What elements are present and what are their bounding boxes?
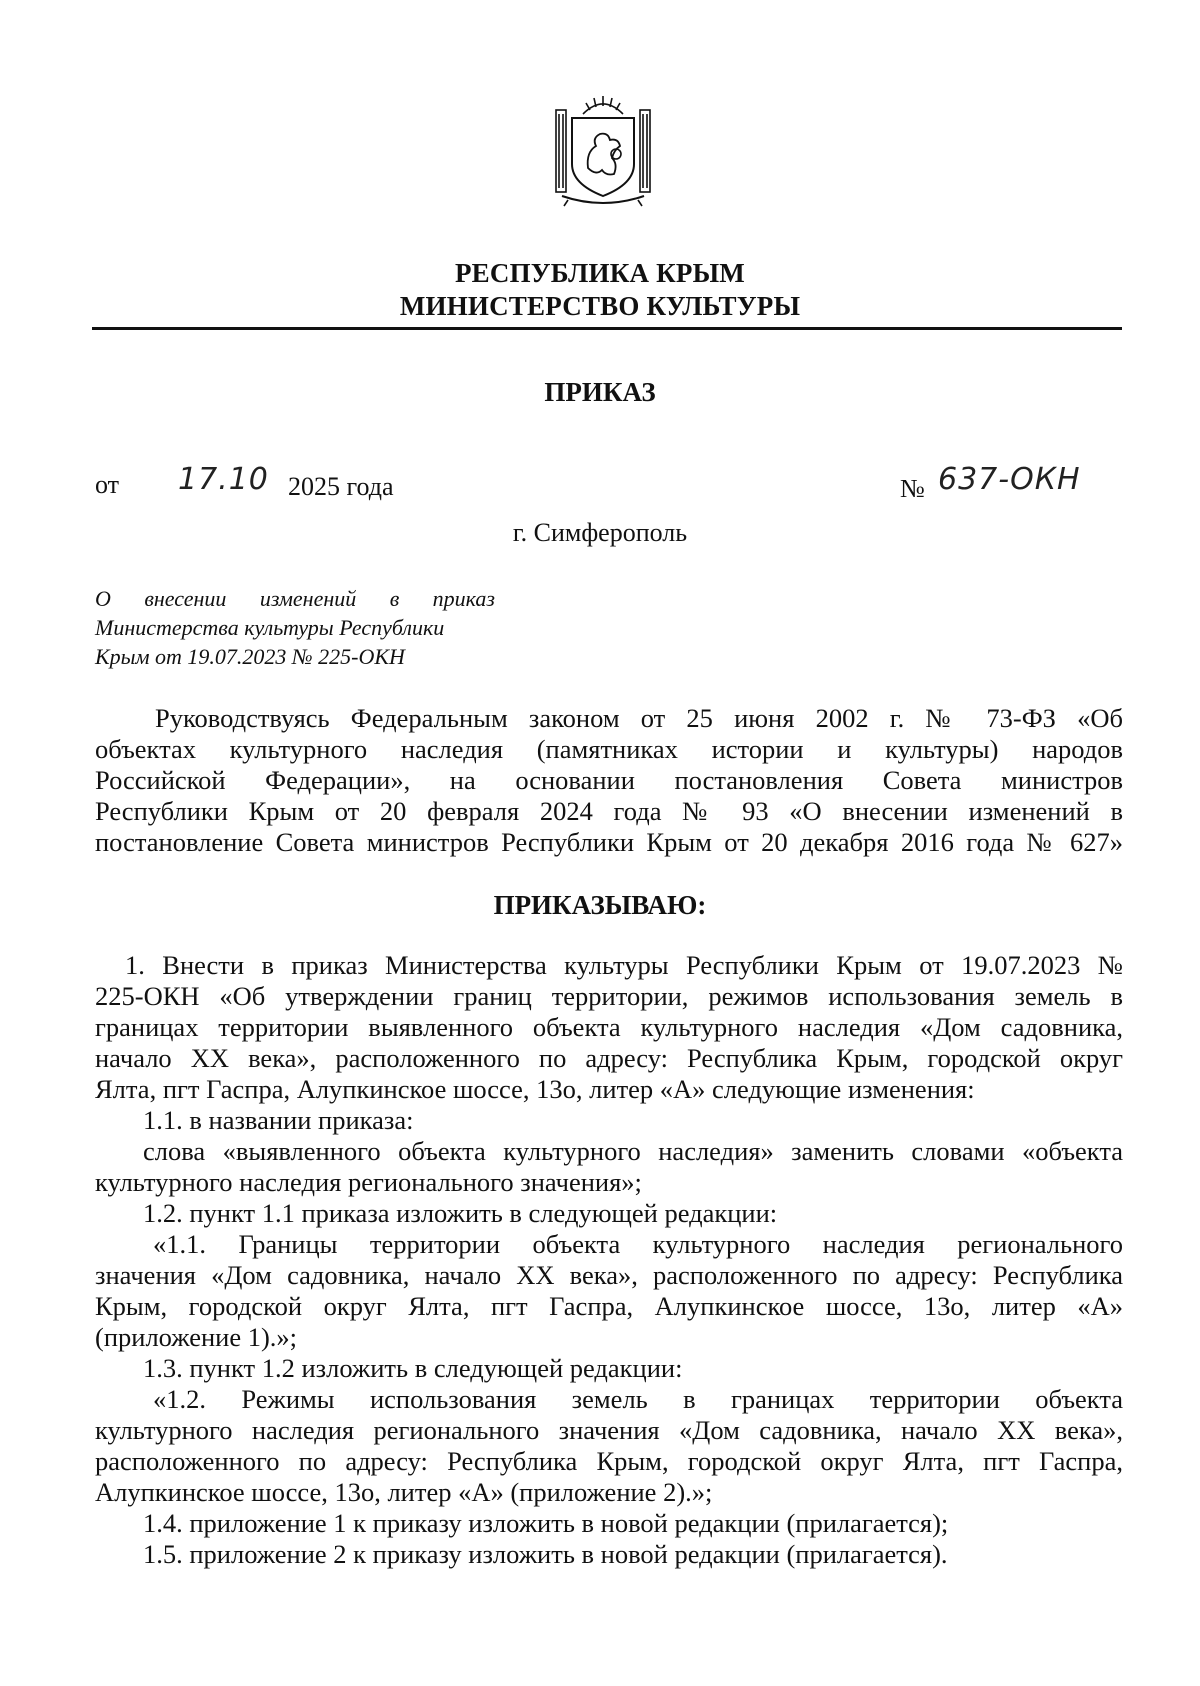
handwritten-order-number: 637-ОКН	[938, 462, 1081, 497]
header-divider	[92, 327, 1122, 330]
decree-heading: ПРИКАЗЫВАЮ:	[493, 890, 707, 920]
item-1-5: 1.5. приложение 2 к приказу изложить в новой редакции (прилагается).	[143, 1539, 948, 1569]
item-line: начало XX века», расположенного по адресу: Республика Крым, городской округ	[95, 1043, 1123, 1073]
preamble-line: Республики Крым от 20 февраля 2024 года № 93 «О внесении изменений в	[95, 796, 1123, 826]
preamble-line: Руководствуясь Федеральным законом от 25 июня 2002 г. № 73-ФЗ «Об	[155, 703, 1123, 733]
region-name: РЕСПУБЛИКА КРЫМ	[454, 258, 745, 288]
preamble-line: Российской Федерации», на основании постановления Совета министров	[95, 765, 1123, 795]
date-year: 2025 года	[288, 472, 394, 501]
item-line: границах территории выявленного объекта культурного наследия «Дом садовника,	[95, 1012, 1123, 1042]
preamble-line: постановление Совета министров Республики Крым от 20 декабря 2016 года № 627»	[95, 827, 1123, 857]
city: г. Симферополь	[512, 518, 688, 547]
preamble-line: объектах культурного наследия (памятниках истории и культуры) народов	[95, 734, 1123, 764]
subject-line: Министерства культуры Республики	[95, 615, 445, 640]
handwritten-date: 17.10	[178, 462, 269, 497]
item-1-2: 1.2. пункт 1.1 приказа изложить в следующей редакции:	[143, 1198, 778, 1228]
item-line: 1. Внести в приказ Министерства культуры Республики Крым от 19.07.2023 №	[125, 950, 1123, 980]
order-items	[95, 950, 1123, 1570]
number-label: №	[900, 474, 925, 503]
ministry-name: МИНИСТЕРСТВО КУЛЬТУРЫ	[399, 291, 801, 321]
order-title: ПРИКАЗ	[544, 377, 656, 407]
item-line: культурного наследия регионального значения «Дом садовника, начало XX века»,	[95, 1415, 1123, 1445]
item-1-1: 1.1. в названии приказа:	[143, 1105, 414, 1135]
item-1-4: 1.4. приложение 1 к приказу изложить в новой редакции (прилагается);	[143, 1508, 949, 1538]
item-line: «1.2. Режимы использования земель в границах территории объекта	[153, 1384, 1123, 1414]
item-line: «1.1. Границы территории объекта культурного наследия регионального	[153, 1229, 1123, 1259]
item-line: расположенного по адресу: Республика Крым, городской округ Ялта, пгт Гаспра,	[95, 1446, 1123, 1476]
item-line: Алупкинское шоссе, 13о, литер «А» (приложение 2).»;	[95, 1477, 713, 1507]
item-line: Крым, городской округ Ялта, пгт Гаспра, Алупкинское шоссе, 13о, литер «А»	[95, 1291, 1123, 1321]
order-subject	[95, 584, 495, 671]
item-line: 225-ОКН «Об утверждении границ территории, режимов использования земель в	[95, 981, 1123, 1011]
preamble	[95, 703, 1123, 858]
date-prefix: от	[95, 470, 120, 499]
crimea-coat-of-arms-icon	[548, 92, 658, 210]
item-line: слова «выявленного объекта культурного наследия» заменить словами «объекта	[143, 1136, 1123, 1166]
item-line: значения «Дом садовника, начало XX века», расположенного по адресу: Республика	[95, 1260, 1123, 1290]
item-line: культурного наследия регионального значения»;	[95, 1167, 642, 1197]
subject-line: О внесении изменений в приказ	[95, 586, 495, 611]
item-1-3: 1.3. пункт 1.2 изложить в следующей редакции:	[143, 1353, 683, 1383]
item-line: (приложение 1).»;	[95, 1322, 298, 1352]
item-line: Ялта, пгт Гаспра, Алупкинское шоссе, 13о, литер «А» следующие изменения:	[95, 1074, 975, 1104]
subject-line: Крым от 19.07.2023 № 225-ОКН	[95, 644, 405, 669]
